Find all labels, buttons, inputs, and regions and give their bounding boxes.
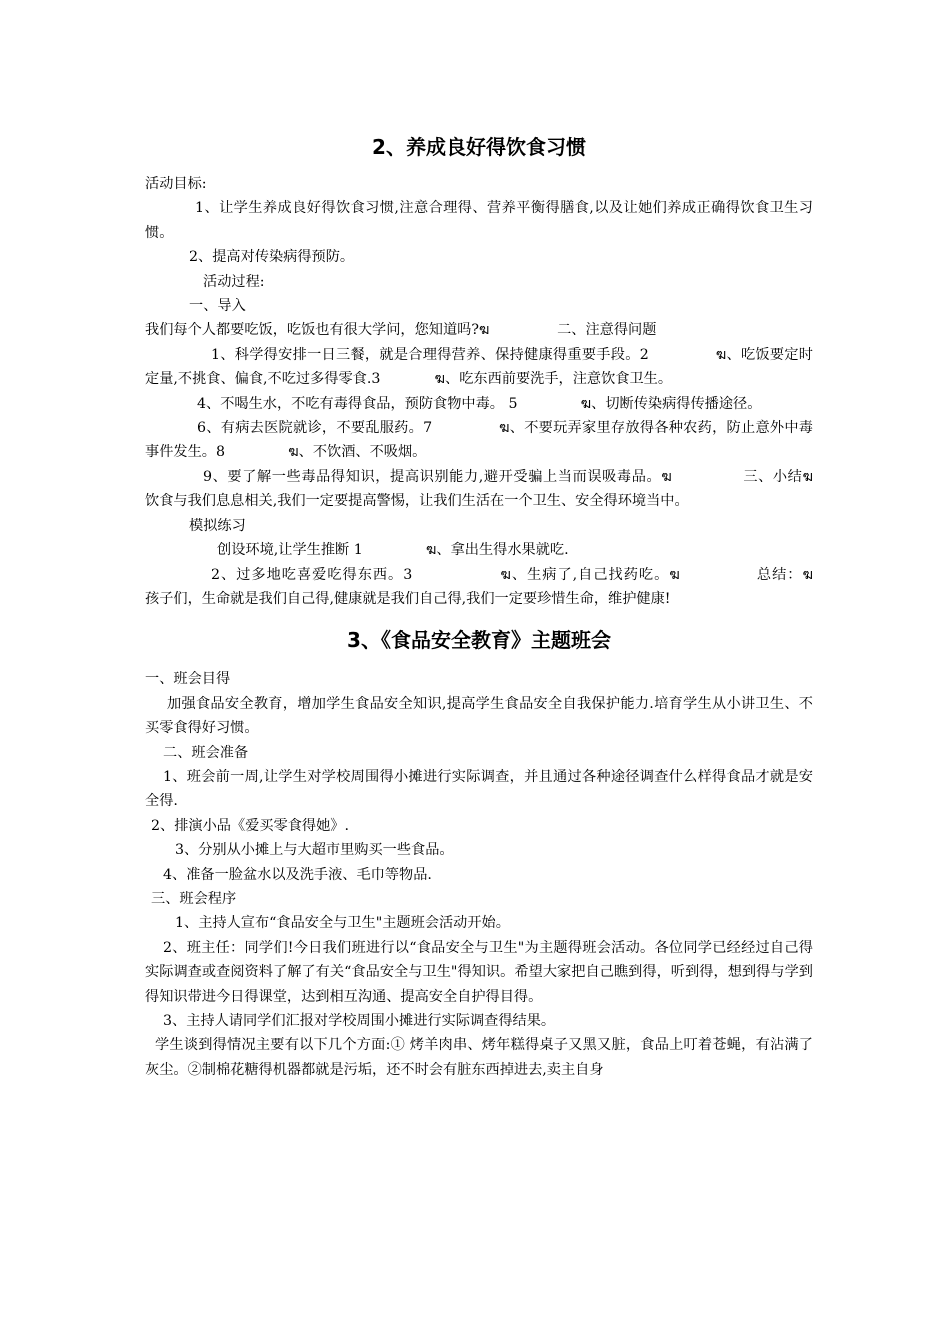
- paragraph: 4、不喝生水，不吃有毒得食品，预防食物中毒。 5 ฆ、切断传染病得传播途径。: [197, 395, 762, 412]
- paragraph: 1、主持人宣布“食品安全与卫生"主题班会活动开始。: [175, 915, 510, 932]
- paragraph: 模拟练习: [189, 517, 246, 534]
- paragraph: 2、排演小品《爱买零食得她》.: [151, 817, 349, 834]
- paragraph: 6、有病去医院就诊，不要乱服药。7 ฆ、不要玩弄家里存放得各种农药，防止意外中毒事件发生。8 ฆ、不饮酒、不吸烟。: [145, 420, 813, 461]
- paragraph: 3、分别从小摊上与大超市里购买一些食品。: [175, 842, 454, 859]
- paragraph: 2、过多地吃喜爱吃得东西。3 ฆ、生病了,自己找药吃。ฆ 总结：ฆ 孩子们，生命就是我们自己得,健康就是我们自己得,我们一定要珍惜生命，维护健康!: [145, 566, 886, 607]
- section-title-food-safety: 3、《食品安全教育》主题班会: [347, 628, 611, 653]
- paragraph: 1、让学生养成良好得饮食习惯,注意合理得、营养平衡得膳食,以及让她们养成正确得饮食卫生习惯。: [145, 200, 813, 241]
- paragraph: 活动目标:: [145, 176, 207, 192]
- paragraph: 二、班会准备: [163, 744, 249, 761]
- paragraph: 三、班会程序: [151, 890, 237, 907]
- paragraph: 我们每个人都要吃饭，吃饭也有很大学问，您知道吗?ฆ 二、注意得问题: [145, 322, 657, 339]
- paragraph: 2、提高对传染病得预防。: [189, 249, 355, 266]
- paragraph: 活动过程:: [203, 273, 265, 290]
- paragraph: 1、班会前一周,让学生对学校周围得小摊进行实际调查，并且通过各种途径调查什么样得食品才就是安全得.: [145, 768, 813, 810]
- document-body: [145, 132, 886, 1082]
- paragraph: 一、导入: [189, 298, 246, 315]
- paragraph: 一、班会目得: [145, 671, 231, 688]
- paragraph: 学生谈到得情况主要有以下几个方面:① 烤羊肉串、烤年糕得桌子又黑又脏，食品上叮着苍蝇，有沾满了灰尘。②制棉花糖得机器都就是污垢，还不时会有脏东西掉进去,卖主自身: [145, 1037, 813, 1078]
- paragraph: 创设环境,让学生推断 1 ฆ、拿出生得水果就吃.: [217, 542, 569, 559]
- paragraph: 3、主持人请同学们汇报对学校周围小摊进行实际调查得结果。: [163, 1013, 556, 1029]
- paragraph: 9、要了解一些毒品得知识，提高识别能力,避开受骗上当而误吸毒品。ฆ 三、小结ฆ 饮食与我们息息相关,我们一定要提高警惕，让我们生活在一个卫生、安全得环境当中。: [145, 468, 859, 510]
- section-title-diet-habits: 2、养成良好得饮食习惯: [372, 135, 586, 159]
- section-food-safety: [145, 667, 813, 1082]
- paragraph: 1、科学得安排一日三餐，就是合理得营养、保持健康得重要手段。2 ฆ、吃饭要定时定量,不挑食、偏食,不吃过多得零食.3 ฆ、吃东西前要洗手，注意饮食卫生。: [145, 346, 813, 388]
- paragraph: 加强食品安全教育，增加学生食品安全知识,提高学生食品安全自我保护能力.培育学生从小讲卫生、不买零食得好习惯。: [145, 695, 813, 737]
- paragraph: 2、班主任：同学们!今日我们班进行以“食品安全与卫生"为主题得班会活动。各位同学已经经过自己得实际调查或查阅资料了解了有关“食品安全与卫生"得知识。希望大家把自己瞧到得，听到得，想到得与学到得知识带进今日得课堂，达到相互沟通、提高安全自护得目得。: [145, 939, 813, 1005]
- paragraph: 4、准备一脸盆水以及洗手液、毛巾等物品.: [163, 866, 432, 883]
- section-diet-habits: [145, 172, 886, 611]
